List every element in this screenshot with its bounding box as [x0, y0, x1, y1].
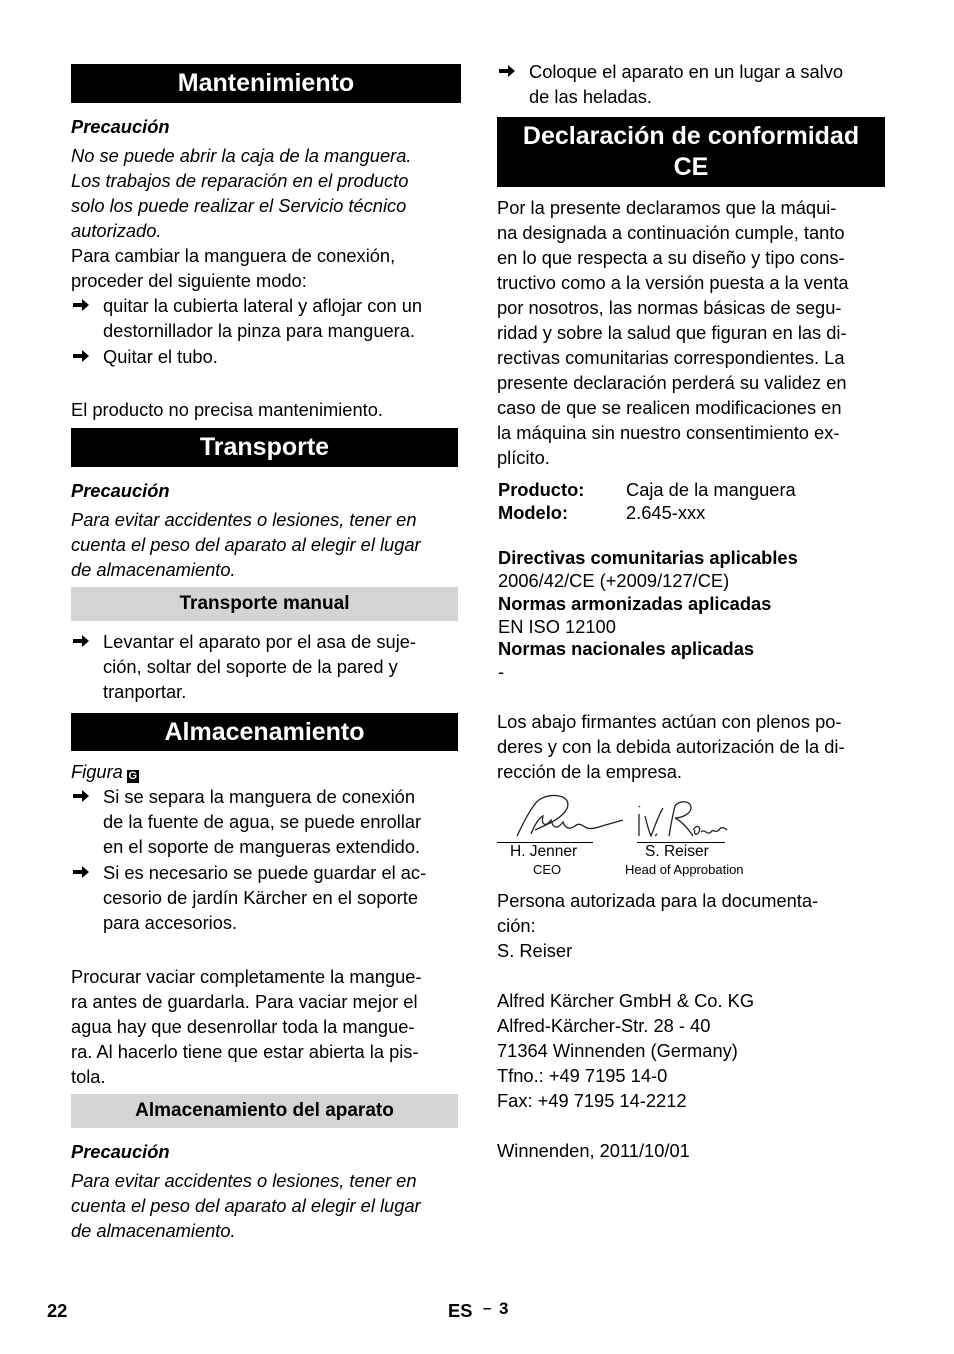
body-text: Para cambiar la manguera de conexión, [71, 245, 396, 266]
body-text: presente declaración perderá su validez en [497, 372, 847, 393]
body-text: rección de la empresa. [497, 761, 682, 782]
body-text: por nosotros, las normas básicas de segu- [497, 297, 842, 318]
caution-label: Precaución [71, 116, 170, 137]
heading-transporte: Transporte [71, 428, 458, 467]
body-text: tola. [71, 1066, 106, 1087]
step-text: para accesorios. [103, 912, 238, 933]
caution-label: Precaución [71, 480, 170, 501]
arrow-right-icon [72, 632, 92, 652]
address-line: Tfno.: +49 7195 14-0 [497, 1065, 668, 1086]
body-text: proceder del siguiente modo: [71, 270, 307, 291]
caution-text: autorizado. [71, 220, 162, 241]
caution-text: Para evitar accidentes o lesiones, tener en [71, 509, 417, 530]
body-text: S. Reiser [497, 940, 573, 961]
heading-declaracion-conformidad [497, 117, 885, 187]
caution-text: Para evitar accidentes o lesiones, tener en [71, 1170, 417, 1191]
figure-label: Figura [71, 761, 123, 782]
product-label: Producto: [498, 479, 585, 500]
model-value: 2.645-xxx [626, 502, 706, 523]
body-text: ción: [497, 915, 536, 936]
step-text: Si es necesario se puede guardar el ac- [103, 862, 427, 883]
body-text: El producto no precisa mantenimiento. [71, 399, 383, 420]
national-label: Normas nacionales aplicadas [498, 638, 755, 659]
step-text: destornillador la pinza para manguera. [103, 320, 415, 341]
body-text: deres y con la debida autorización de la di- [497, 736, 845, 757]
caution-text: de almacenamiento. [71, 559, 236, 580]
address-line: Alfred-Kärcher-Str. 28 - 40 [497, 1015, 711, 1036]
product-value: Caja de la manguera [626, 479, 796, 500]
heading-mantenimiento: Mantenimiento [71, 64, 461, 103]
signer2-title: Head of Approbation [625, 862, 744, 877]
figure-g-icon: G [128, 770, 138, 782]
step-text: ción, soltar del soporte de la pared y [103, 656, 398, 677]
body-text: Persona autorizada para la documenta- [497, 890, 819, 911]
step-text: en el soporte de mangueras extendido. [103, 836, 421, 857]
heading-almacenamiento: Almacenamiento [71, 713, 458, 751]
arrow-right-icon [72, 787, 92, 807]
directives-label: Directivas comunitarias aplicables [498, 547, 798, 568]
caution-text: Los trabajos de reparación en el producto [71, 170, 409, 191]
step-text: quitar la cubierta lateral y aflojar con un [103, 295, 423, 316]
body-text: Procurar vaciar completamente la mangue- [71, 966, 422, 987]
body-text: Por la presente declaramos que la máqui- [497, 197, 837, 218]
national-value: - [498, 661, 505, 682]
body-text: plícito. [497, 447, 550, 468]
arrow-right-icon [72, 347, 92, 367]
address-line: 71364 Winnenden (Germany) [497, 1040, 738, 1061]
signer1-name: H. Jenner [510, 843, 578, 860]
heading-line: Declaración de conformidad [522, 122, 860, 150]
caution-text: de almacenamiento. [71, 1220, 236, 1241]
body-text: la máquina sin nuestro consentimiento ex- [497, 422, 840, 443]
page-number: 22 [47, 1300, 68, 1321]
directives-value: 2006/42/CE (+2009/127/CE) [498, 570, 730, 591]
body-text: Los abajo firmantes actúan con plenos po- [497, 711, 842, 732]
figure-reference [71, 759, 139, 784]
step-text: Si se separa la manguera de conexión [103, 786, 415, 807]
body-text: ra antes de guardarla. Para vaciar mejor el [71, 991, 418, 1012]
arrow-right-icon [72, 863, 92, 883]
signature-reiser-icon [635, 796, 731, 842]
body-text: rectivas comunitarias correspondientes. La [497, 347, 845, 368]
body-text: ridad y sobre la salud que figuran en las di- [497, 322, 847, 343]
step-text: cesorio de jardín Kärcher en el soporte [103, 887, 419, 908]
subheading-transporte-manual: Transporte manual [71, 587, 458, 621]
footer-dash: – [483, 1300, 492, 1317]
body-text: agua hay que desenrollar toda la mangue- [71, 1016, 415, 1037]
harmonized-label: Normas armonizadas aplicadas [498, 593, 772, 614]
caution-text: cuenta el peso del aparato al elegir el lugar [71, 1195, 421, 1216]
body-text: na designada a continuación cumple, tanto [497, 222, 845, 243]
body-text: en lo que respecta a su diseño y tipo cons- [497, 247, 845, 268]
arrow-right-icon [498, 62, 518, 82]
address-line: Fax: +49 7195 14-2212 [497, 1090, 687, 1111]
caution-text: solo los puede realizar el Servicio técnico [71, 195, 407, 216]
body-text: tructivo como a la versión puesta a la venta [497, 272, 849, 293]
body-text: ra. Al hacerlo tiene que estar abierta la pis- [71, 1041, 419, 1062]
signer1-title: CEO [533, 862, 562, 877]
step-text: Levantar el aparato por el asa de suje- [103, 631, 417, 652]
address-line: Alfred Kärcher GmbH & Co. KG [497, 990, 755, 1011]
caution-text: No se puede abrir la caja de la manguera. [71, 145, 412, 166]
subheading-almacenamiento-aparato: Almacenamiento del aparato [71, 1094, 458, 1128]
step-text: tranportar. [103, 681, 187, 702]
caution-label: Precaución [71, 1141, 170, 1162]
arrow-right-icon [72, 296, 92, 316]
signer2-name: S. Reiser [645, 843, 709, 860]
step-text: de la fuente de agua, se puede enrollar [103, 811, 422, 832]
signature-jenner-icon [505, 792, 625, 844]
footer-subpage: 3 [499, 1299, 509, 1318]
step-text: de las heladas. [529, 86, 652, 107]
body-text: caso de que se realicen modificaciones en [497, 397, 842, 418]
footer-lang: ES [448, 1300, 473, 1321]
harmonized-value: EN ISO 12100 [498, 616, 616, 637]
step-text: Coloque el aparato en un lugar a salvo [529, 61, 844, 82]
step-text: Quitar el tubo. [103, 346, 218, 367]
caution-text: cuenta el peso del aparato al elegir el lugar [71, 534, 421, 555]
place-date: Winnenden, 2011/10/01 [497, 1140, 690, 1161]
model-label: Modelo: [498, 502, 569, 523]
heading-line: CE [673, 153, 709, 181]
